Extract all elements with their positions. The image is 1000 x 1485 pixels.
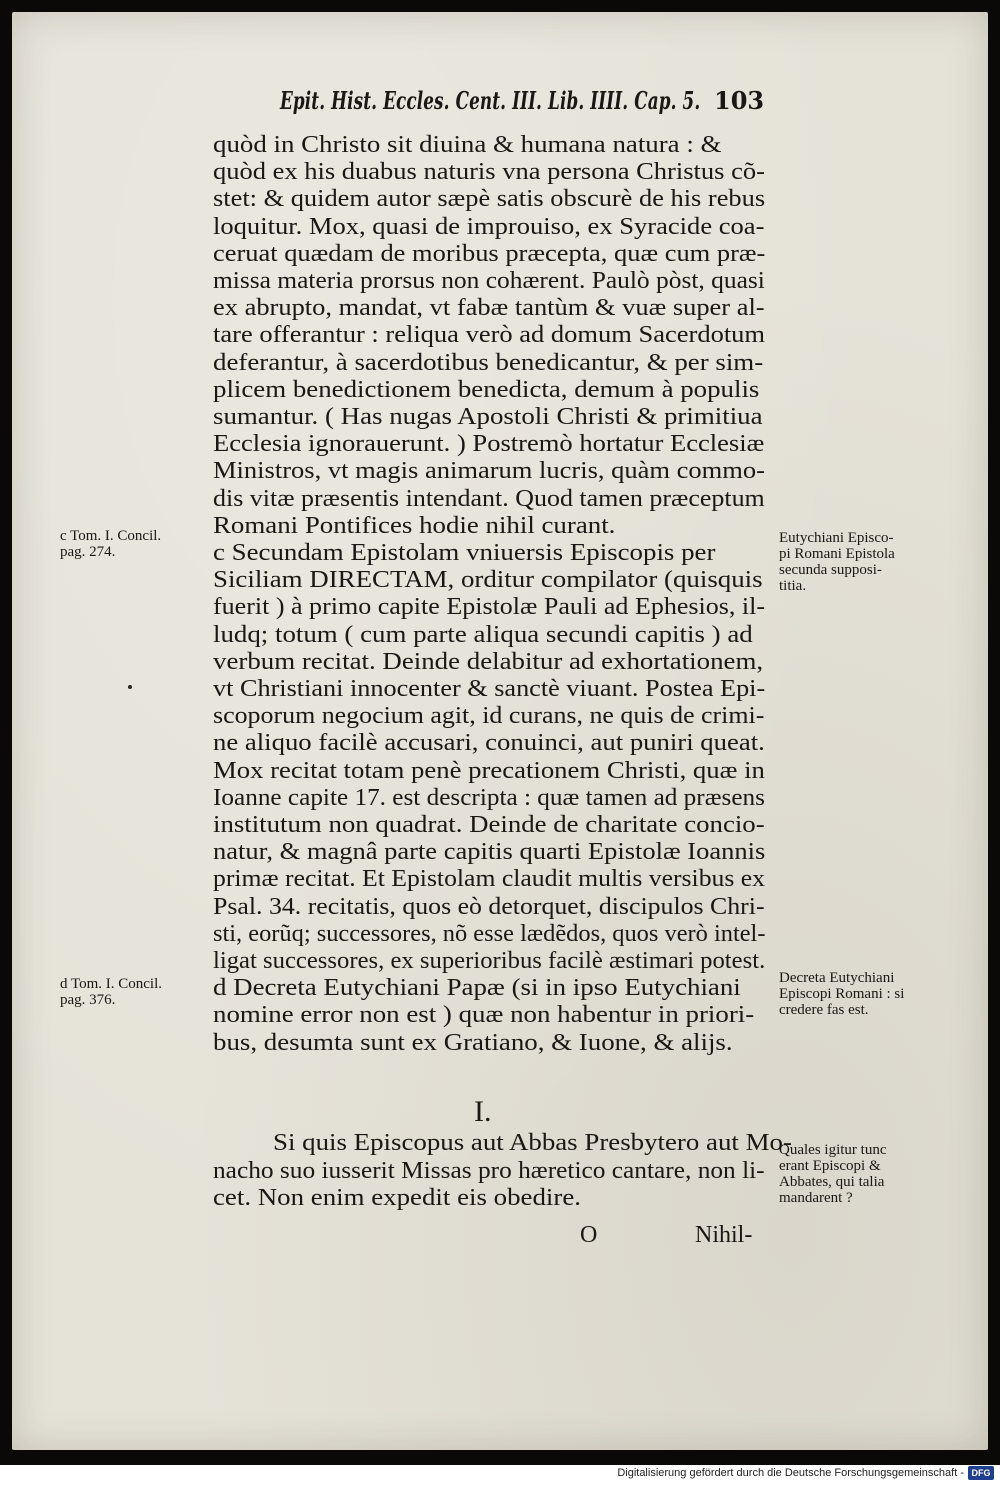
margin-note-line: c Tom. I. Concil. <box>60 528 162 544</box>
margin-note-right-canon <box>779 1142 886 1206</box>
text-line: ligat successores, ex superioribus facilè æstimari potest. <box>213 948 766 974</box>
text-line: loquitur. Mox, quasi de improuiso, ex Syracide coa- <box>213 213 765 240</box>
book-page <box>12 12 988 1450</box>
text-line: ex abrupto, mandat, vt fabæ tantùm & vuæ super al- <box>213 295 765 322</box>
margin-note-line: Abbates, qui talia <box>779 1174 885 1190</box>
text-line: tare offerantur : reliqua verò ad domum Sacerdotum <box>213 322 766 349</box>
text-line: quòd in Christo sit diuina & humana natura : & <box>213 132 722 158</box>
signature-mark: O <box>580 1222 598 1248</box>
margin-dot <box>128 685 132 689</box>
margin-note-line: Eutychiani Episco- <box>779 530 894 546</box>
funding-credit: Digitalisierung gefördert durch die Deutsche Forschungsgemeinschaft - <box>617 1467 964 1479</box>
text-line: fuerit ) à primo capite Epistolæ Pauli ad Ephesios, il- <box>213 594 766 621</box>
margin-note-right-c <box>779 530 895 594</box>
text-line: institutum non quadrat. Deinde de charitate concio- <box>213 812 765 838</box>
margin-note-line: mandarent ? <box>779 1190 853 1206</box>
text-line: dis vitæ præsentis intendant. Quod tamen præceptum <box>213 485 765 512</box>
text-line: verbum recitat. Deinde delabitur ad exhortationem, <box>213 648 764 675</box>
margin-note-line: titia. <box>779 578 807 594</box>
margin-note-line: credere fas est. <box>779 1002 869 1018</box>
text-line: Siciliam DIRECTAM, orditur compilator (quisquis <box>213 567 763 594</box>
text-line: stet: & quidem autor sæpè satis obscurè de his rebus <box>213 186 766 213</box>
text-line: vt Christiani innocenter & sanctè viuant. Postea Epi- <box>213 676 766 702</box>
text-line: Psal. 34. recitatis, quos eò detorquet, discipulos Chri- <box>213 893 765 920</box>
text-line: quòd ex his duabus naturis vna persona Christus cõ- <box>213 159 765 186</box>
margin-note-line: d Tom. I. Concil. <box>60 976 163 992</box>
margin-note-left-d <box>60 976 162 1008</box>
margin-note-line: secunda supposi- <box>779 562 882 578</box>
text-line: ludq; totum ( cum parte aliqua secundi capitis ) ad <box>213 621 753 648</box>
text-line: deferantur, à sacerdotibus benedicantur, & per sim- <box>213 349 764 376</box>
catchword: Nihil- <box>695 1222 753 1248</box>
text-line: nomine error non est ) quæ non habentur in priori- <box>213 1002 755 1029</box>
text-line: Ministros, vt magis animarum lucris, quàm commo- <box>213 458 765 485</box>
margin-note-line: erant Episcopi & <box>779 1158 881 1174</box>
margin-note-line: Decreta Eutychiani <box>779 970 895 986</box>
text-line: primæ recitat. Et Epistolam claudit multis versibus ex <box>213 866 766 893</box>
text-line: plicem benedictionem benedicta, demum à populis <box>213 376 760 403</box>
margin-note-right-d <box>779 970 904 1018</box>
margin-note-left-c <box>60 528 161 560</box>
text-line: missa materia prorsus non cohærent. Paulò pòst, quasi <box>213 268 765 294</box>
canon-line: cet. Non enim expedit eis obedire. <box>213 1185 581 1211</box>
dfg-logo-icon: DFG <box>968 1466 994 1480</box>
running-title: Epit. Hist. Eccles. Cent. III. Lib. IIII. Cap. 5. <box>280 86 701 115</box>
section-numeral: I. <box>474 1095 492 1128</box>
text-line: scoporum negocium agit, id curans, ne quis de crimi- <box>213 703 765 730</box>
margin-note-line: pag. 376. <box>60 992 116 1008</box>
margin-note-line: pag. 274. <box>60 544 116 560</box>
text-line: natur, & magnâ parte capitis quarti Epistolæ Ioannis <box>213 839 766 866</box>
text-line: Romani Pontifices hodie nihil curant. <box>213 512 616 539</box>
text-line: d Decreta Eutychiani Papæ (si in ipso Eutychiani <box>213 975 741 1002</box>
canon-line: nacho suo iusserit Missas pro hæretico cantare, non li- <box>213 1157 765 1184</box>
text-line: Ioanne capite 17. est descripta : quæ tamen ad præsens <box>213 784 765 811</box>
text-line: sumantur. ( Has nugas Apostoli Christi & primitiua <box>213 404 763 430</box>
page-number: 103 <box>714 86 765 115</box>
text-line: ne aliquo facilè accusari, conuinci, aut puniri queat. <box>213 730 765 757</box>
canon-line: Si quis Episcopus aut Abbas Presbytero aut Mo- <box>273 1130 792 1156</box>
margin-note-line: Quales igitur tunc <box>779 1142 887 1158</box>
text-line: Ecclesia ignorauerunt. ) Postremò hortatur Ecclesiæ <box>213 431 765 458</box>
text-line: Mox recitat totam penè precationem Christi, quæ in <box>213 757 765 784</box>
text-line: ceruat quædam de moribus præcepta, quæ cum præ- <box>213 240 766 267</box>
margin-note-line: pi Romani Epistola <box>779 546 895 562</box>
text-line: sti, eorũq; successores, nõ esse lædẽdos, quos verò intel- <box>213 920 766 947</box>
margin-note-line: Episcopi Romani : si <box>779 986 905 1002</box>
text-line: bus, desumta sunt ex Gratiano, & Iuone, & alijs. <box>213 1029 733 1056</box>
text-line: c Secundam Epistolam vniuersis Episcopis per <box>213 540 716 566</box>
